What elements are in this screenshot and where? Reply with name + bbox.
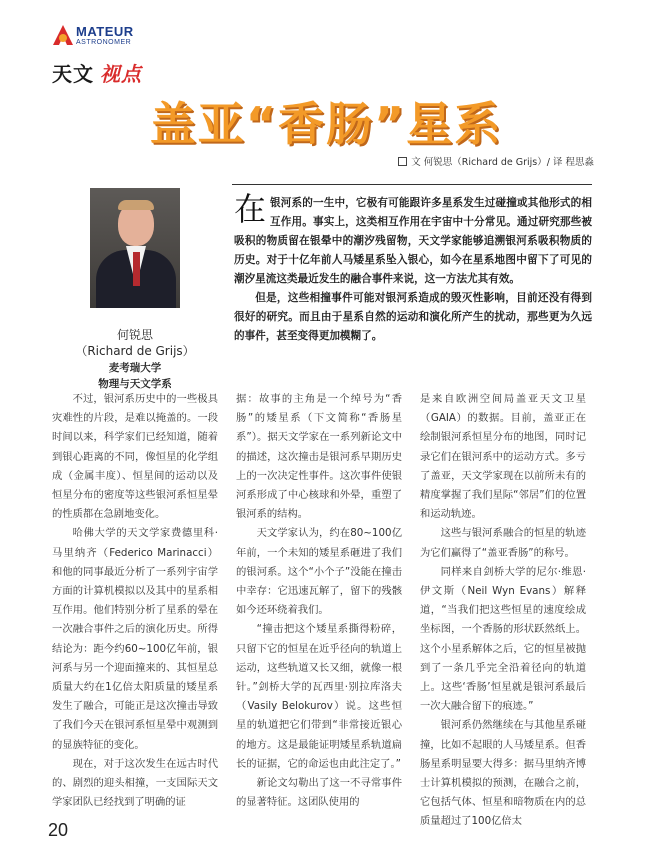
author-name-cn: 何锐思 [116,328,153,342]
magazine-logo [52,22,172,56]
section-label [52,58,142,87]
body-paragraph: 新论文勾勒出了这一不寻常事件的显著特征。这团队使用的 [236,777,402,809]
body-paragraph: 银河系仍然继续在与其他星系碰撞，比如不起眼的人马矮星系。但香肠星系明显要大得多：据马里纳齐博士计算机模拟的预测，在融合之前，它包括气体、恒星和暗物质在内的总质量超过了100亿倍太 [420,719,586,828]
body-paragraph: 这些与银河系融合的恒星的轨迹为它们赢得了“盖亚香肠”的称号。 [420,527,586,559]
byline [398,154,594,168]
author-affiliation-university: 麦考瑞大学 [108,362,162,374]
body-paragraph: 同样来自剑桥大学的尼尔·维恩·伊文斯（Neil Wyn Evans）解释道，“当我们把这些恒星的速度绘成坐标图，一个香肠的形状跃然纸上。这个小星系解体之后，它的恒星被抛到了一条几乎完全沿着径向的轨道上。这些‘香肠’恒星就是银河系最后一次大融合留下的痕迹。” [420,565,586,713]
author-affiliation-department: 物理与天文学系 [98,378,172,390]
author-photo [90,188,180,308]
page-number: 20 [48,820,69,840]
intro-top-rule [232,184,592,185]
body-paragraph: 现在，对于这次发生在远古时代的、剧烈的迎头相撞，一支国际天文学家团队已经找到了明确的证 [52,757,218,809]
section-label-part2: 视点 [100,62,142,86]
author-name-en: （Richard de Grijs） [75,344,195,358]
logo-wordmark: MATEUR [76,24,134,39]
byline-square-icon [398,157,407,166]
body-paragraph: 天文学家认为，约在80~100亿年前，一个未知的矮星系砸进了我们的银河系。这个“小个子”没能在撞击中幸存：它迅速瓦解了，留下的残骸如今还环绕着我们。 [236,527,402,617]
logo-mark-icon [52,24,74,46]
body-column-1 [52,390,218,812]
article-title: 盖亚“香肠”星系 [149,97,503,151]
body-column-2 [236,390,402,812]
body-paragraph: 哈佛大学的天文学家费德里科·马里纳齐（Federico Marinacci）和他的同事最近分析了一系列宇宙学方面的计算机模拟以及其中的星系相互作用。他们特别分析了星系的晕在一次融合事件之后的演化历史。所得结论为：距今约60~100亿年前，银河系与另一个迎面撞来的、其恒星总质量大约在1亿倍太阳质量的矮星系发生了融合，可能正是这次撞击导致了我们今天在银河系恒星晕中观测到的显族特征的变化。 [52,527,218,751]
body-paragraph: 不过，银河系历史中的一些极具灾难性的片段，是难以掩盖的。一段时间以来，科学家们已经知道，随着到银心距离的不同，像恒星的化学组成（金属丰度）、恒星间的运动以及恒星分布的密度等这些银河系恒星晕的性质都在急剧地变化。 [52,393,218,521]
section-label-part1: 天文 [52,62,94,86]
body-column-3 [420,390,586,832]
body-paragraph: 是来自欧洲空间局盖亚天文卫星（GAIA）的数据。目前，盖亚正在绘制银河系恒星分布的地图，同时记录它们在银河系中的运动方式。多亏了盖亚，天文学家现在以前所未有的精度掌握了我们星际“邻居”们的位置和运动轨迹。 [420,393,586,521]
drop-cap: 在 [234,190,267,228]
body-paragraph: 据：故事的主角是一个绰号为“香肠”的矮星系（下文简称“香肠星系”）。据天文学家在一系列新论文中的描述，这次撞击是银河系早期历史上的一次决定性事件。这次事件使银河系形成了中心核球和外晕，重塑了银河系的结构。 [236,393,402,521]
byline-text: 文 何锐思（Richard de Grijs）/ 译 程思淼 [411,157,594,168]
article-intro [234,190,592,346]
intro-paragraph: 但是，这些相撞事件可能对银河系造成的毁灭性影响，目前还没有得到很好的研究。而且由于星系自然的运动和演化所产生的扰动，那些更为久远的事件，甚至变得更加模糊了。 [234,292,592,342]
body-paragraph: “撞击把这个矮星系撕得粉碎，只留下它的恒星在近乎径向的轨道上运动，这些轨道又长又细，就像一根针。”剑桥大学的瓦西里·别拉库洛夫（Vasily Belokurov）说。这些恒星的轨道把它们带到“非常接近银心的地方。这是最能证明矮星系轨道扁长的证据，它的命运也由此注定了。” [236,623,402,770]
intro-paragraph [234,190,592,289]
logo-subtitle: ASTRONOMER [76,39,132,46]
intro-paragraph-text: 银河系的一生中，它极有可能跟许多星系发生过碰撞或其他形式的相互作用。事实上，这类相互作用在宇宙中十分常见。通过研究那些被吸积的物质留在银晕中的潮汐残留物，天文学家能够追溯银河系吸积物质的历史。对于十亿年前人马矮星系坠入银心，如今在星系地图中留下了可见的潮汐星流这类最近发生的融合事件来说，这一方法尤其有效。 [234,197,592,285]
